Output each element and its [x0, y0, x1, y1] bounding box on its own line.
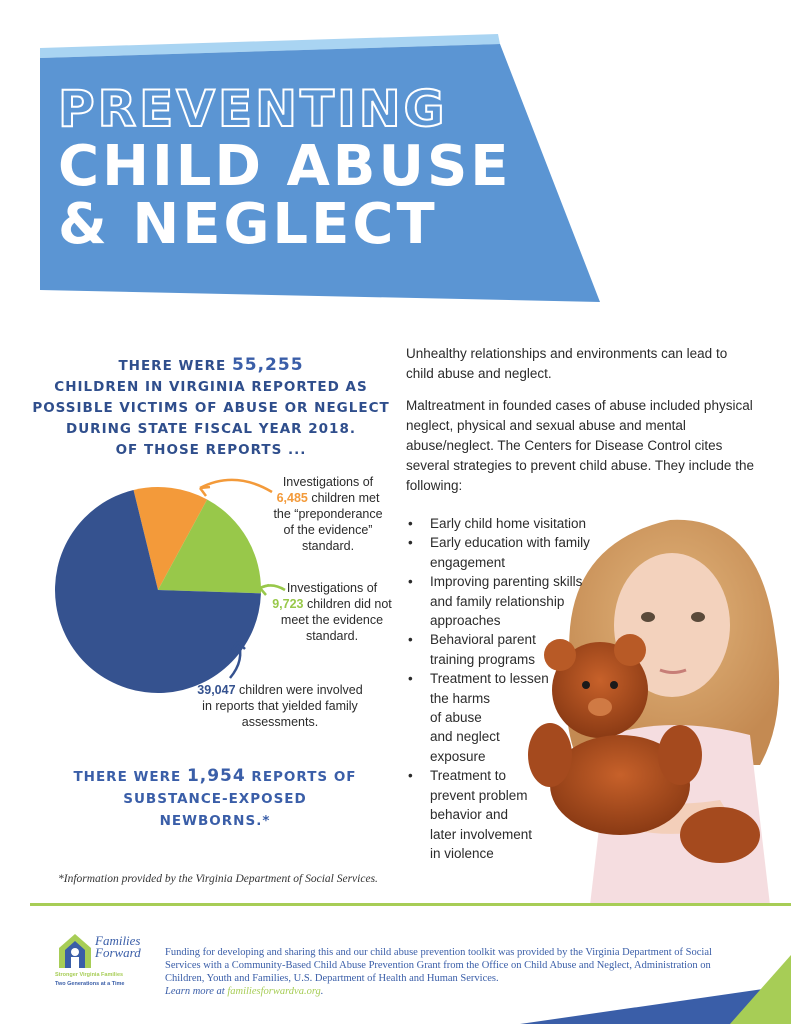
reports-stat-heading [30, 355, 392, 461]
title-line-1: PREVENTING [58, 80, 448, 138]
list-item-text: in violence [430, 845, 494, 861]
list-item-text: Improving parenting skills [430, 574, 583, 590]
logo-tagline-1: Stronger Virginia Families [55, 972, 124, 978]
newborn-number: 1,954 [186, 766, 246, 786]
maltreatment-paragraph: Maltreatment in founded cases of abuse included physical neglect, physical and sexual abuse and mental abuse/neglect. The Centers for Disease Control cites several strategies to prevent child abuse. They include the following: [406, 398, 754, 493]
arrow-orange-head [200, 487, 210, 496]
total-reports-number: 55,255 [231, 355, 304, 375]
footnote: *Information provided by the Virginia Department of Social Services. [58, 873, 378, 885]
list-item [406, 572, 590, 630]
bullet-icon: • [408, 632, 413, 648]
callout-number: 6,485 [276, 491, 308, 505]
title-line-3: & NEGLECT [58, 192, 438, 257]
prevention-strategies-list [406, 514, 590, 863]
list-item-text: Early education with family [430, 535, 590, 551]
arrow-orange [200, 480, 272, 492]
list-item-text: Early child home visitation [430, 516, 587, 531]
list-item-text: and neglect [430, 729, 500, 745]
list-item-text: behavior and [430, 807, 509, 823]
list-item-text: prevent problem [430, 787, 528, 803]
list-item-text: Behavioral parent [430, 632, 536, 648]
bullet-icon: • [408, 574, 413, 590]
stat-line-4: DURING STATE FISCAL YEAR 2018. [66, 421, 356, 437]
callout-number: 39,047 [197, 683, 236, 697]
list-item-text: and family relationship [430, 593, 565, 609]
list-item-text: of abuse [430, 710, 482, 726]
list-item [406, 514, 590, 533]
house-family-icon [55, 930, 95, 970]
website-link[interactable]: familiesforwardva.org [227, 986, 321, 997]
list-item [406, 630, 590, 669]
stat-pre: THERE WERE [118, 358, 227, 374]
bullet-icon: • [408, 535, 413, 551]
list-item-text: the harms [430, 690, 491, 706]
callout-family-assessments: 39,047 children were involved in reports that yielded family assessments. [197, 683, 363, 729]
title-line-2: CHILD ABUSE [58, 134, 512, 199]
newborn-stat: THERE WERE 1,954 REPORTS OF SUBSTANCE-EXPOSED NEWBORNS.* [73, 766, 357, 829]
list-item-text: Treatment to [430, 768, 507, 784]
callout-preponderance: Investigations of 6,485 children met the “preponderance of the evidence” standard. [273, 475, 383, 553]
callout-not-met: Investigations of 9,723 children did not meet the evidence standard. [272, 581, 392, 643]
intro-paragraph: Unhealthy relationships and environments can lead to child abuse and neglect. [406, 346, 728, 381]
callout-number: 9,723 [272, 597, 304, 611]
footer-divider [30, 903, 791, 906]
list-item-text: exposure [430, 748, 486, 764]
stat-line-5: OF THOSE REPORTS ... [115, 442, 307, 458]
stat-line-3: POSSIBLE VICTIMS OF ABUSE OR NEGLECT [32, 400, 390, 416]
logo-name: Families Forward [95, 933, 141, 960]
stat-line-2: CHILDREN IN VIRGINIA REPORTED AS [54, 379, 368, 395]
logo-tagline-2: Two Generations at a Time [55, 981, 125, 987]
bullet-icon: • [408, 768, 413, 784]
arrow-green-head [260, 585, 269, 595]
page-title [58, 80, 512, 257]
list-item [406, 669, 590, 766]
list-item-text: training programs [430, 651, 536, 667]
list-item [406, 766, 590, 863]
families-forward-logo [55, 930, 155, 995]
list-item-text: approaches [430, 613, 501, 629]
funding-statement: Funding for developing and sharing this and our child abuse prevention toolkit was provided by the Virginia Department of Social Services with a Community-Based Child Abuse Prevention Grant from the Office on Child Abuse and Neglect, Administration on Children, Youth and Families, U.S. Department of Health and Human Services. Learn more at familiesforwardva.org. [165, 947, 712, 997]
bullet-icon: • [408, 516, 413, 531]
list-item-text: Treatment to lessen [430, 671, 549, 687]
list-item [406, 533, 590, 572]
list-item-text: engagement [430, 554, 506, 570]
list-item-text: later involvement [430, 826, 533, 842]
bullet-icon: • [408, 671, 413, 687]
